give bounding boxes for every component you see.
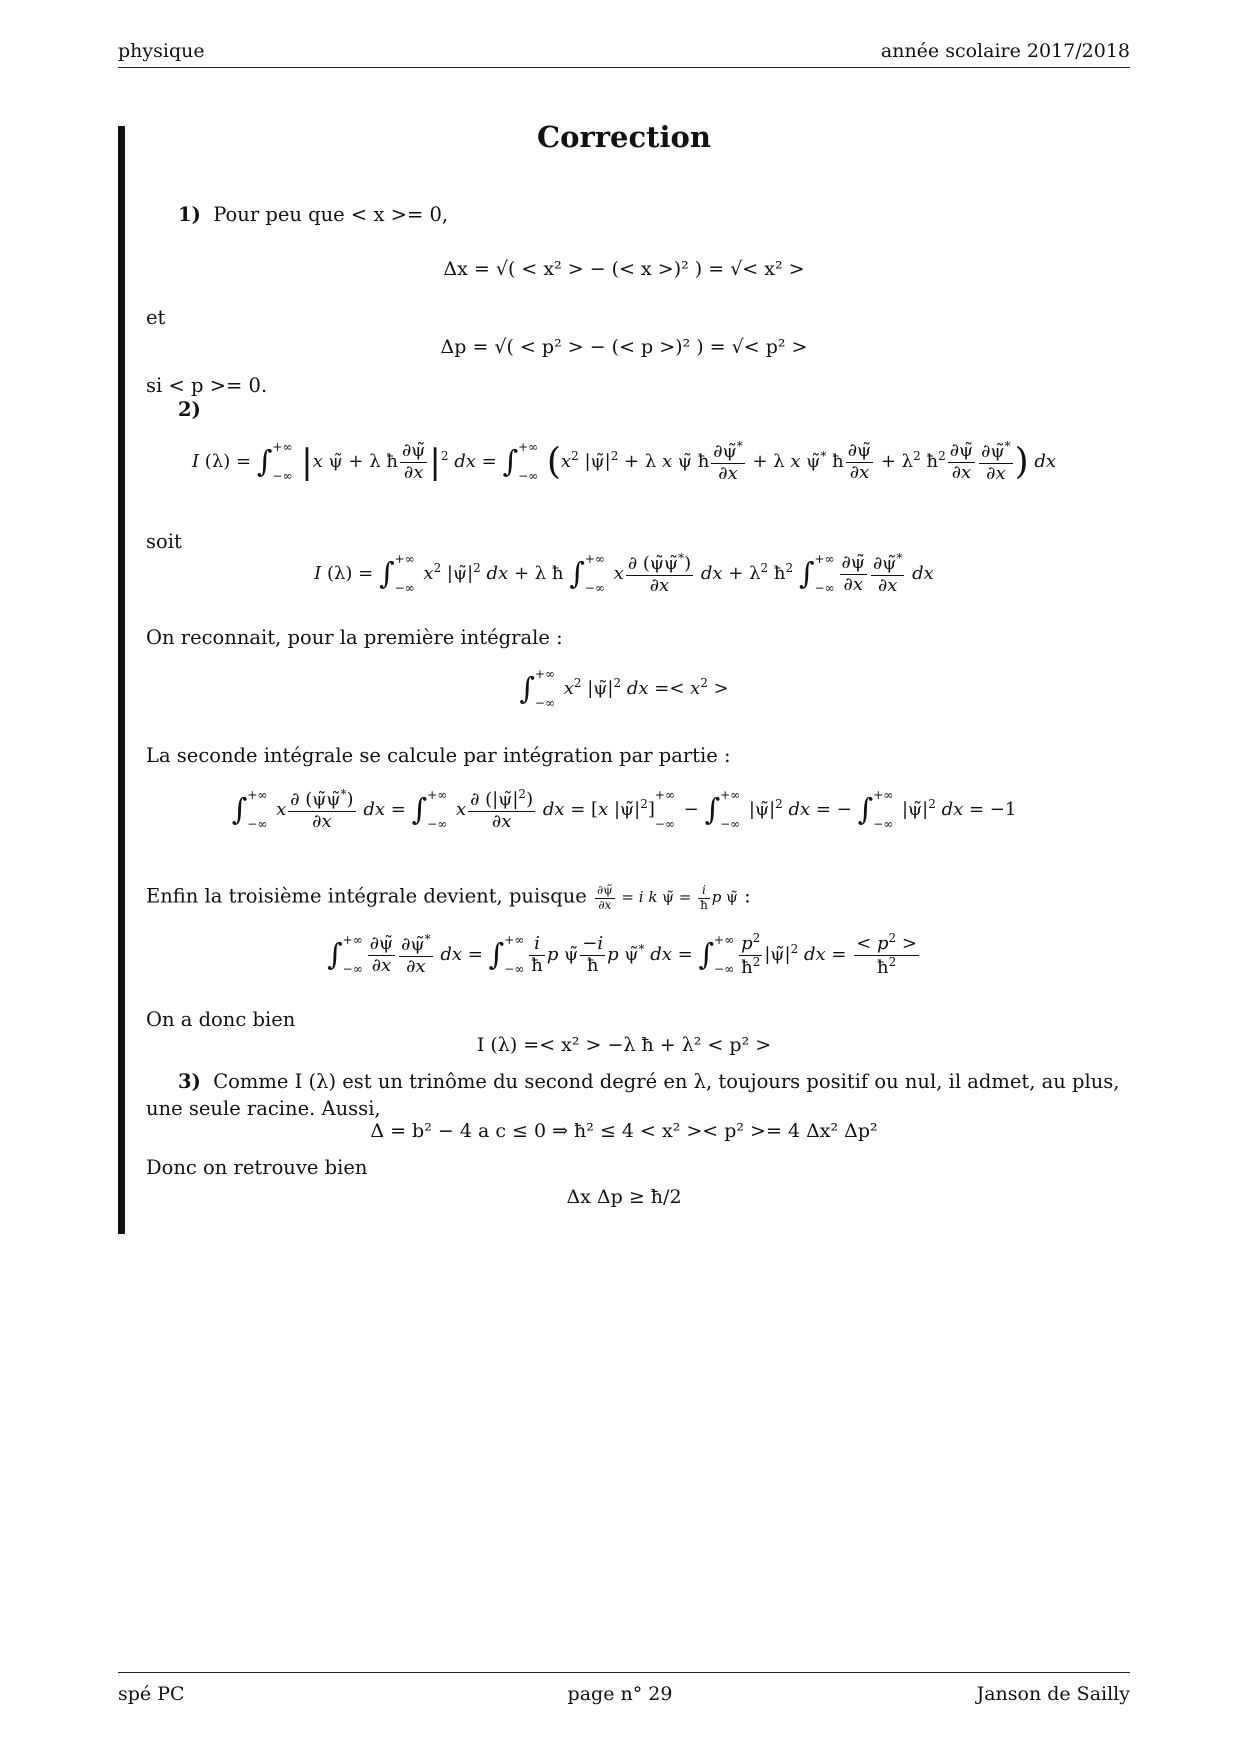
equation-delta-p: Δp = √( < p² > − (< p >)² ) = √< p² > — [440, 336, 808, 358]
text-second-integral: La seconde intégrale se calcule par intégration par partie : — [146, 744, 731, 767]
header-subject: physique — [118, 40, 205, 62]
q2-number: 2) — [178, 398, 201, 421]
equation-delta-x: Δx = √( < x² > − (< x >)² ) = √< x² > — [443, 258, 805, 280]
equation-second-integral: ∫ +∞ −∞ x $\frac{\partial (\psĩ\psĩ^*)}{\partial x}$ dx = ∫ +∞ −∞ x $\frac{\partial (|\psĩ|^2)}{\partial x}$ dx = [x $|\psĩ|^2$] +∞ −∞ − ∫ +∞ −∞ $|\psĩ|^2$ dx = − ∫ +∞ −∞ $|\psĩ|^2$ dx = −1 — [231, 787, 1017, 832]
equation-i-lambda-definition: I (λ) = ∫ +∞ −∞ |x ψ̃ + λ ħ $\frac{\partial\psĩ}{\partial x}$ $|^2$ dx = ∫ +∞ −∞ ($x^2$ $|\psĩ|^2 + \lambda$ x ψ̃ ħ $\frac{\partial\psĩ^*}{\partial x}$ + λ x ψ̃* ħ $\frac{\partial\psĩ}{\partial x}$ + $\lambda^2$ $ħ^2$ $\frac{\partial\psĩ}{\partial x}$ $\frac{\partial\psĩ^*}{\partial x}$ ) dx — [191, 439, 1057, 484]
relation-derivative-momentum: $\frac{\partial\psĩ}{\partial x}$ = i k ψ̃ = $\frac{i}{ħ}$ p ψ̃ — [597, 883, 738, 912]
word-et: et — [146, 306, 166, 329]
q1-condition: si < p >= 0. — [146, 374, 268, 397]
q3-paragraph — [146, 1068, 1130, 1123]
equation-i-lambda-split: I (λ) = ∫ +∞ −∞ $x^2$ $|\psĩ|^2$ dx + λ ħ ∫ +∞ −∞ x $\frac{\partial (\psĩ\psĩ^*)}{\partial x}$ dx + $\lambda^2$ $ħ^2$ ∫ +∞ −∞ $\frac{\partial\psĩ}{\partial x}$ $\frac{\partial\psĩ^*}{\partial x}$ dx — [314, 551, 934, 596]
text-first-integral: On reconnait, pour la première intégrale : — [146, 626, 563, 649]
footer-class: spé PC — [118, 1683, 185, 1705]
text-retrouve-bien: Donc on retrouve bien — [146, 1156, 368, 1179]
header-rule — [118, 67, 1130, 68]
footer-rule — [118, 1672, 1130, 1673]
q1-number: 1) — [178, 203, 201, 226]
q3-text: Comme I (λ) est un trinôme du second degré en λ, toujours positif ou nul, il admet, au plus, une seule racine. Aussi, — [146, 1070, 1120, 1121]
footer-school: Janson de Sailly — [976, 1683, 1130, 1705]
equation-uncertainty-result: Δx Δp ≥ ħ/2 — [566, 1186, 682, 1208]
text-donc-bien: On a donc bien — [146, 1008, 296, 1031]
q1-intro-text: Pour peu que < x >= 0, — [213, 203, 449, 226]
text-third-integral-colon: : — [744, 884, 751, 908]
page-title: Correction — [537, 120, 711, 154]
equation-third-integral: ∫ +∞ −∞ $\frac{\partial\psĩ}{\partial x}$ $\frac{\partial\psĩ^*}{\partial x}$ dx = ∫ +∞ −∞ $\frac{i}{ħ}$ p ψ̃ $\frac{-i}{ħ}$ p ψ̃* dx = ∫ +∞ −∞ $\frac{p^2}{ħ^2}$ $|\psĩ|^2$ dx = $\frac{< p^2 >}{ħ^2}$ — [327, 931, 917, 978]
q3-number: 3) — [178, 1070, 201, 1093]
text-third-integral-lead: Enfin la troisième intégrale devient, puisque — [146, 884, 587, 908]
equation-first-integral: ∫ +∞ −∞ $x^2$ $|\psĩ|^2$ dx =< $x^2$ > — [519, 667, 729, 711]
footer-page-number: page n° 29 — [567, 1683, 673, 1705]
equation-discriminant: Δ = b² − 4 a c ≤ 0 ⇒ ħ² ≤ 4 < x² >< p² >= 4 Δx² Δp² — [370, 1120, 878, 1142]
header-school-year: année scolaire 2017/2018 — [880, 40, 1130, 62]
text-third-integral — [146, 884, 751, 913]
word-soit: soit — [146, 530, 182, 553]
q1-intro — [178, 203, 448, 226]
equation-i-lambda-final: I (λ) =< x² > −λ ħ + λ² < p² > — [476, 1034, 772, 1056]
